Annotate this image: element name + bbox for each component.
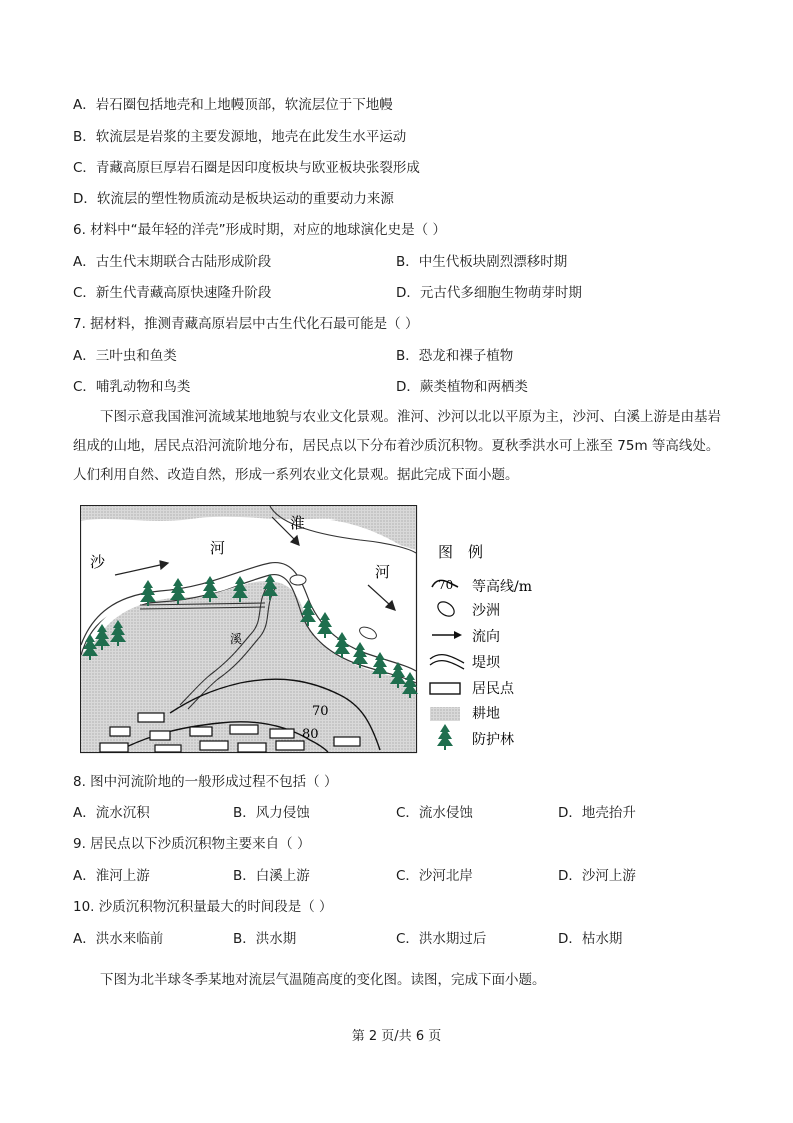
q9-option-b: B．白溪上游 [233,868,310,884]
river-landscape-map [80,505,650,760]
q7-option-b: B．恐龙和裸子植物 [396,348,514,364]
q6-stem: 6. 材料中“最年轻的洋壳”形成时期，对应的地球演化史是（ ） [73,222,446,238]
q8-option-c: C．流水侵蚀 [396,805,473,821]
label-xi: 溪 [230,632,243,646]
q9-option-d: D．沙河上游 [558,868,636,884]
q5-option-a: A．岩石圈包括地壳和上地幔顶部，软流层位于下地幔 [73,97,393,113]
legend-item-flow [432,628,500,645]
legend-label-sandbar: 沙洲 [472,603,500,619]
q7-stem: 7. 据材料，推测青藏高原岩层中古生代化石最可能是（ ） [73,316,419,332]
legend-label-forest: 防护林 [472,732,514,748]
legend-item-farmland [430,705,500,722]
legend-label-flow: 流向 [472,629,500,645]
q8-option-a: A．流水沉积 [73,805,150,821]
q7-option-a: A．三叶虫和鱼类 [73,348,177,364]
q6-option-a: A．古生代末期联合古陆形成阶段 [73,254,272,270]
q8-option-b: B．风力侵蚀 [233,805,310,821]
intro-paragraph-river [73,403,723,490]
legend-item-dam [430,655,501,671]
legend-contour-value: 70 [438,578,454,592]
q10-option-b: B．洪水期 [233,931,297,947]
label-contour-80: 80 [302,727,319,742]
q6-option-d: D．元古代多细胞生物萌芽时期 [396,285,582,301]
legend-item-contour [432,578,532,595]
q10-option-c: C．洪水期过后 [396,931,487,947]
legend-label-contour: 等高线/m [472,579,532,595]
label-he-2: 河 [375,563,391,581]
legend-label-farmland: 耕地 [472,706,500,722]
legend-label-dam: 堤坝 [472,655,500,671]
label-he-1: 河 [210,539,226,557]
intro-paragraph-text: 下图示意我国淮河流域某地地貌与农业文化景观。淮河、沙河以北以平原为主，沙河、白溪上游是由基岩组成的山地，居民点沿河流阶地分布，居民点以下分布着沙质沉积物。夏秋季洪水可上涨至 75m 等高线处。人们利用自然、改造自然，形成一系列农业文化景观。据此完成下面小题。 [73,409,721,483]
q9-option-c: C．沙河北岸 [396,868,473,884]
q10-stem: 10. 沙质沉积物沉积量最大的时间段是（ ） [73,899,333,915]
q10-option-d: D．枯水期 [558,931,623,947]
q9-stem: 9. 居民点以下沙质沉积物主要来自（ ） [73,836,311,852]
q7-option-c: C．哺乳动物和鸟类 [73,379,191,395]
q6-option-c: C．新生代青藏高原快速隆升阶段 [73,285,272,301]
label-huai: 淮 [290,514,306,532]
q8-option-d: D．地壳抬升 [558,805,636,821]
label-sha: 沙 [90,553,106,571]
q8-stem: 8. 图中河流阶地的一般形成过程不包括（ ） [73,774,338,790]
q9-option-a: A．淮河上游 [73,868,150,884]
legend-label-settlement: 居民点 [472,681,514,697]
q7-option-d: D．蕨类植物和两栖类 [396,379,528,395]
intro-paragraph-temperature: 下图为北半球冬季某地对流层气温随高度的变化图。读图，完成下面小题。 [100,972,546,988]
q6-option-b: B．中生代板块剧烈漂移时期 [396,254,568,270]
page-footer: 第 2 页/共 6 页 [351,1029,442,1044]
label-contour-70: 70 [312,704,329,719]
legend-title: 图 例 [438,543,484,561]
q5-option-b: B．软流层是岩浆的主要发源地，地壳在此发生水平运动 [73,129,407,145]
legend-item-forest [437,724,514,750]
q10-option-a: A．洪水来临前 [73,931,164,947]
legend-item-settlement [430,680,515,697]
legend-item-sandbar [435,599,500,619]
q5-option-d: D．软流层的塑性物质流动是板块运动的重要动力来源 [73,191,394,207]
q5-option-c: C．青藏高原巨厚岩石圈是因印度板块与欧亚板块张裂形成 [73,160,420,176]
sandbar-1 [290,575,306,585]
